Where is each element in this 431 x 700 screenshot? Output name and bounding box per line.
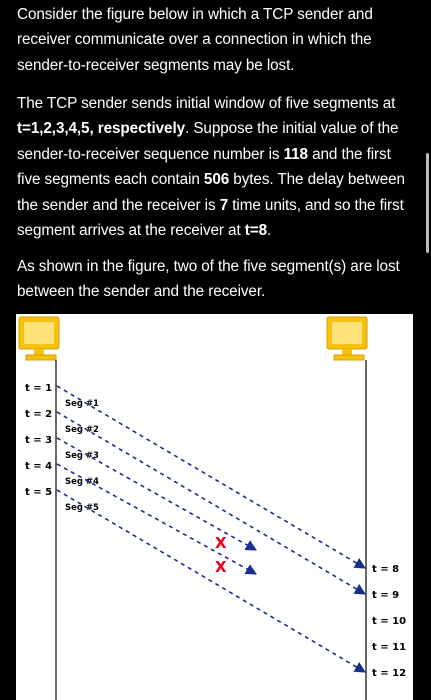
p2-send-times: t=1,2,3,4,5, respectively	[17, 120, 186, 138]
p2-text-g: bytes. The delay between the sender and the receiver is	[17, 171, 405, 214]
segment-label: Seg #4	[65, 477, 99, 487]
lost-x-icon: X	[215, 534, 227, 552]
question-paragraph-2	[17, 91, 412, 243]
p2-text-i: time units, and so the first segment arrives at the receiver at	[17, 196, 404, 240]
segment-label: Seg #5	[65, 503, 99, 513]
question-paragraph-1	[17, 2, 412, 78]
receiver-time-label: t = 9	[372, 590, 400, 601]
segment-arrow	[57, 412, 365, 594]
receiver-time-label: t = 12	[372, 668, 407, 679]
receiver-time-label: t = 11	[372, 642, 407, 653]
p2-text-c: . Suppose the initial value of the sender-to-receiver sequence number is	[17, 120, 399, 163]
sender-time-label: t = 1	[25, 383, 53, 394]
p2-initial-seq: 118	[283, 145, 308, 163]
p2-text-k: .	[267, 222, 272, 240]
receiver-computer-icon	[327, 317, 367, 360]
tcp-figure	[16, 314, 413, 700]
segment-arrow	[57, 386, 365, 568]
p2-first-arrival: t=8	[244, 222, 268, 240]
segment-arrow	[57, 490, 365, 672]
question-paragraph-3	[17, 254, 412, 305]
segment-label: Seg #2	[65, 425, 99, 435]
p2-segment-bytes: 506	[203, 171, 230, 189]
receiver-time-label: t = 10	[372, 616, 407, 627]
tcp-diagram	[16, 314, 413, 700]
sender-time-label: t = 3	[25, 435, 53, 446]
sender-time-label: t = 4	[25, 461, 53, 472]
p2-delay: 7	[219, 196, 229, 214]
p2-text-e: and the first five segments each contain	[17, 145, 391, 189]
p2-text-a: The TCP sender sends initial window of five segments at	[17, 95, 396, 112]
paragraph-3-text: As shown in the figure, two of the five segment(s) are lost between the sender and the receiver.	[17, 258, 400, 301]
sender-time-label: t = 5	[25, 487, 53, 498]
segment-label: Seg #3	[65, 451, 99, 461]
receiver-time-label: t = 8	[372, 564, 400, 575]
paragraph-1-text: Consider the figure below in which a TCP sender and receiver communicate over a connection in which the sender-to-receiver segments may be lost.	[17, 6, 373, 74]
sender-time-label: t = 2	[25, 409, 53, 420]
lost-x-icon: X	[215, 558, 227, 576]
sender-computer-icon	[19, 317, 59, 360]
scrollbar[interactable]	[426, 153, 429, 253]
segment-label: Seg #1	[65, 399, 99, 409]
